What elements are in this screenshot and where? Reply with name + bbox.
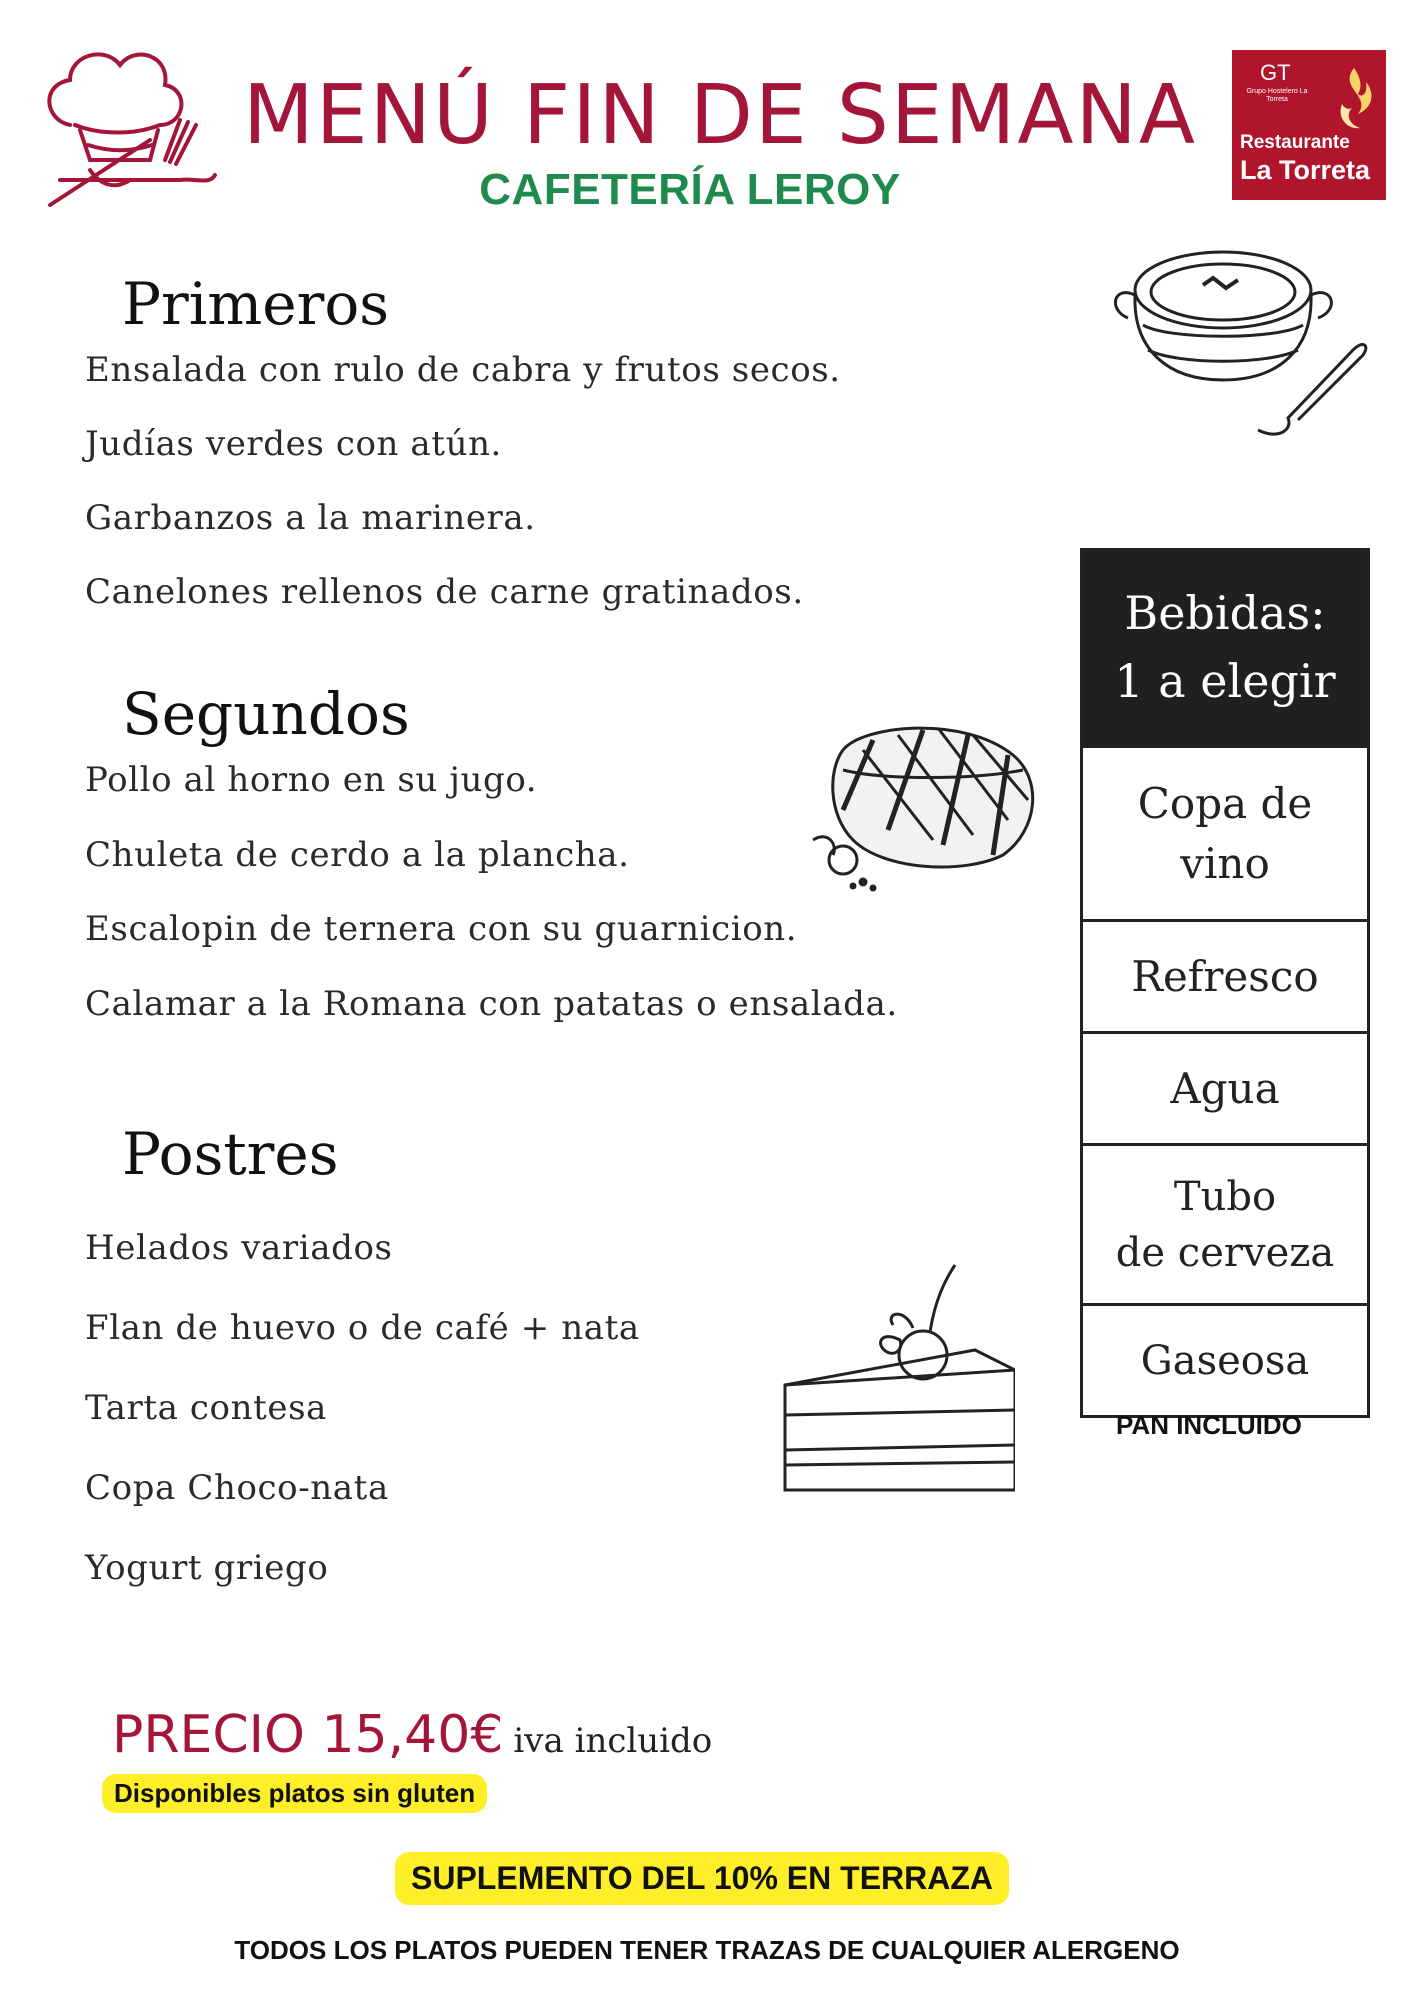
drinks-header [1083, 551, 1367, 745]
drink-option [1083, 745, 1367, 919]
price [112, 1705, 712, 1765]
drinks-table [1080, 548, 1370, 1418]
cake-slice-icon [775, 1250, 1015, 1504]
restaurant-logo [1232, 50, 1386, 200]
postres-title: Postres [122, 1120, 339, 1188]
list-item: Chuleta de cerdo a la plancha. [85, 835, 630, 875]
drinks-title: Bebidas: [1124, 586, 1326, 640]
flame-icon [1328, 64, 1380, 134]
drink-option-label: Agua [1170, 1063, 1280, 1113]
list-item: Escalopin de ternera con su guarnicion. [85, 909, 798, 949]
drink-option [1083, 919, 1367, 1031]
menu-title: MENÚ FIN DE SEMANA [243, 68, 1197, 163]
drink-option-label: Copa de [1137, 778, 1313, 828]
terrace-supplement-badge: SUPLEMENTO DEL 10% EN TERRAZA [395, 1852, 1009, 1905]
drinks-subtitle: 1 a elegir [1114, 654, 1336, 708]
cafeteria-name: CAFETERÍA LEROY [479, 165, 901, 214]
list-item: Tarta contesa [85, 1388, 328, 1428]
logo-monogram: GT [1260, 60, 1291, 85]
list-item: Flan de huevo o de café + nata [85, 1308, 640, 1348]
list-item: Helados variados [85, 1228, 393, 1268]
chef-hat-icon [30, 30, 240, 230]
drink-option [1083, 1303, 1367, 1415]
logo-group-text: Grupo Hostelero La Torreta [1246, 88, 1308, 103]
drink-option-label: de cerveza [1115, 1229, 1335, 1276]
steak-icon [803, 710, 1048, 899]
price-note: iva incluido [513, 1721, 713, 1761]
logo-line2: La Torreta [1240, 155, 1371, 185]
allergen-notice: TODOS LOS PLATOS PUEDEN TENER TRAZAS DE CUALQUIER ALERGENO [234, 1935, 1180, 1965]
list-item: Garbanzos a la marinera. [85, 498, 536, 538]
list-item: Ensalada con rulo de cabra y frutos secos. [85, 350, 841, 390]
drink-option-label: Gaseosa [1140, 1337, 1310, 1384]
price-value: PRECIO 15,40€ [112, 1705, 504, 1765]
gluten-free-badge: Disponibles platos sin gluten [102, 1774, 487, 1813]
drink-option [1083, 1031, 1367, 1143]
list-item: Yogurt griego [85, 1548, 329, 1588]
soup-bowl-icon [1108, 240, 1373, 459]
list-item: Pollo al horno en su jugo. [85, 760, 538, 800]
bread-included: PAN INCLUIDO [1116, 1410, 1302, 1440]
drink-option-label: Refresco [1131, 951, 1319, 1001]
segundos-title: Segundos [122, 680, 410, 748]
list-item: Canelones rellenos de carne gratinados. [85, 572, 804, 612]
drink-option-label: vino [1180, 838, 1270, 888]
list-item: Judías verdes con atún. [85, 424, 502, 464]
primeros-title: Primeros [122, 270, 390, 338]
list-item: Calamar a la Romana con patatas o ensalada. [85, 984, 898, 1024]
drink-option-label: Tubo [1173, 1173, 1277, 1220]
list-item: Copa Choco-nata [85, 1468, 389, 1508]
drink-option [1083, 1143, 1367, 1303]
logo-line1: Restaurante [1240, 132, 1350, 153]
